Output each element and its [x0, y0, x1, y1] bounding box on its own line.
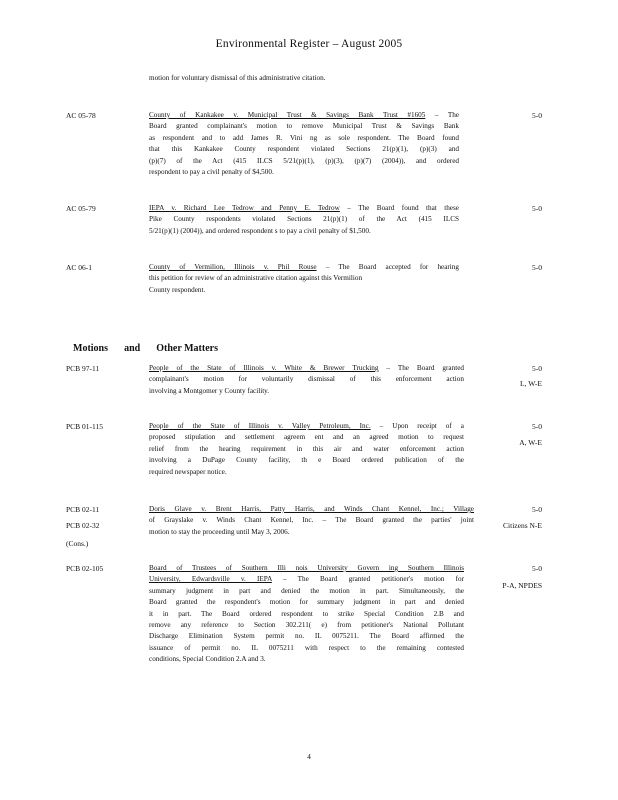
entry-line: this petition for review of an administrative citation against this Vermilion: [149, 274, 363, 283]
continuation-text: [149, 73, 449, 84]
entry-line: Discharge Elimination System permit no. IL 0075211. The Board affirmed the: [149, 632, 464, 641]
entry-line: – The Board accepted for hearing: [325, 263, 459, 271]
entry-line: that this Kankakee County respondent violated Sections 21(p)(1), (p)(3) and: [149, 145, 459, 154]
page-number: 4: [307, 752, 311, 761]
case-number: PCB 02-11: [66, 505, 100, 514]
case-title: County of Vermilion, Illinois v. Phil Rouse: [149, 263, 317, 271]
entry-line: motion to stay the proceeding until May 3, 2006.: [149, 527, 290, 536]
vote-detail: A, W-E: [519, 438, 542, 447]
entry-line: County respondent.: [149, 285, 206, 294]
entry-line: issuance of permit no. IL 0075211 with respect to the remaining contested: [149, 643, 464, 652]
case-consolidated: (Cons.): [66, 539, 89, 548]
entry-line: Board granted complainant's motion to remove Municipal Trust & Savings Bank: [149, 122, 459, 131]
case-title: People of the State of Illinois v. Valley Petroleum, Inc.: [149, 422, 371, 430]
section-heading-word: Other Matters: [156, 343, 218, 354]
vote-detail: P-A, NPDES: [502, 581, 542, 590]
entry-line: (p)(7) of the Act (415 ILCS 5/21(p)(1), (p)(3), (p)(7) (2004)), and ordered: [149, 156, 459, 165]
entry-line: complainant's motion for voluntarily dismissal of this enforcement action: [149, 375, 464, 384]
entry-line: proposed stipulation and settlement agreem ent and an agreed motion to request: [149, 433, 464, 442]
entry-line: – The Board granted: [386, 364, 464, 372]
case-title: University, Edwardsville v. IEPA: [149, 575, 272, 584]
entry-line: conditions, Special Condition 2.A and 3.: [149, 655, 266, 664]
case-title: Doris Glave v. Brent Harris, Patty Harris, and Winds Chant Kennel, Inc.; Village: [149, 505, 474, 513]
vote-count: 5-0: [532, 564, 542, 573]
entry-line: involving a DuPage County facility, th e Board ordered publication of the: [149, 456, 464, 465]
entry-line: Board granted the respondent's motion for summary judgment in part and denied: [149, 598, 464, 607]
entry-line: relief from the hearing requirement in this air and water enforcement action: [149, 444, 464, 453]
vote-detail: L, W-E: [520, 379, 542, 388]
case-number: PCB 02-105: [66, 564, 104, 573]
case-number: AC 06-1: [66, 263, 93, 272]
entry-text: [149, 363, 464, 397]
vote-count: 5-0: [532, 204, 542, 213]
vote-count: 5-0: [532, 422, 542, 431]
entry-line: 5/21(p)(1) (2004)), and ordered respondent s to pay a civil penalty of $1,500.: [149, 226, 371, 235]
entry-line: remove any reference to Section 302.211( e) from petitioner's National Pollutant: [149, 621, 464, 630]
entry-text: [149, 421, 464, 478]
section-heading-word: and: [124, 343, 141, 354]
case-number: AC 05-78: [66, 111, 96, 120]
case-title: People of the State of Illinois v. White & Brewer Trucking: [149, 364, 379, 372]
vote-count: 5-0: [532, 364, 542, 373]
entry-line: – Upon receipt of a: [379, 422, 464, 430]
case-number: PCB 97-11: [66, 364, 100, 373]
entry-line: – The Board granted petitioner's motion for: [283, 575, 465, 584]
case-number: PCB 02-32: [66, 521, 100, 530]
case-title: County of Kankakee v. Municipal Trust & Savings Bank Trust #1605: [149, 111, 426, 119]
entry-text: [149, 203, 459, 237]
entry-line: required newspaper notice.: [149, 467, 227, 476]
section-heading: [73, 343, 218, 354]
entry-text: [149, 262, 459, 296]
entry-text: [149, 110, 459, 178]
entry-line: – The Board found that these: [347, 204, 459, 212]
section-heading-word: Motions: [73, 343, 108, 354]
entry-line: as respondent and to add James R. Vini ng as sole respondent. The Board found: [149, 133, 459, 142]
entry-line: it in part. The Board ordered respondent to strike Special Condition 2.B and: [149, 609, 464, 618]
entry-line: involving a Montgomer y County facility.: [149, 386, 270, 395]
entry-line: – The: [434, 111, 459, 119]
entry-line: respondent to pay a civil penalty of $4,500.: [149, 168, 274, 177]
entry-text: [149, 563, 464, 666]
vote-detail: Citizens N-E: [503, 521, 542, 530]
entry-line: of Grayslake v. Winds Chant Kennel, Inc. – The Board granted the parties' joint: [149, 516, 474, 525]
case-title: IEPA v. Richard Lee Tedrow and Penny E. Tedrow: [149, 204, 340, 212]
case-number: AC 05-79: [66, 204, 96, 213]
vote-count: 5-0: [532, 111, 542, 120]
entry-line: Pike County respondents violated Sections 21(p)(1) of the Act (415 ILCS: [149, 215, 459, 224]
page-header-title: Environmental Register – August 2005: [215, 38, 403, 50]
vote-count: 5-0: [532, 505, 542, 514]
entry-text: [149, 504, 474, 538]
continuation-line: motion for voluntary dismissal of this administrative citation.: [149, 74, 326, 82]
case-title: Board of Trustees of Southern Illi nois University Govern ing Southern Illinois: [149, 564, 464, 572]
vote-count: 5-0: [532, 263, 542, 272]
case-number: PCB 01-115: [66, 422, 104, 431]
entry-line: summary judgment in part and denied the motion in part. Simultaneously, the: [149, 586, 464, 595]
